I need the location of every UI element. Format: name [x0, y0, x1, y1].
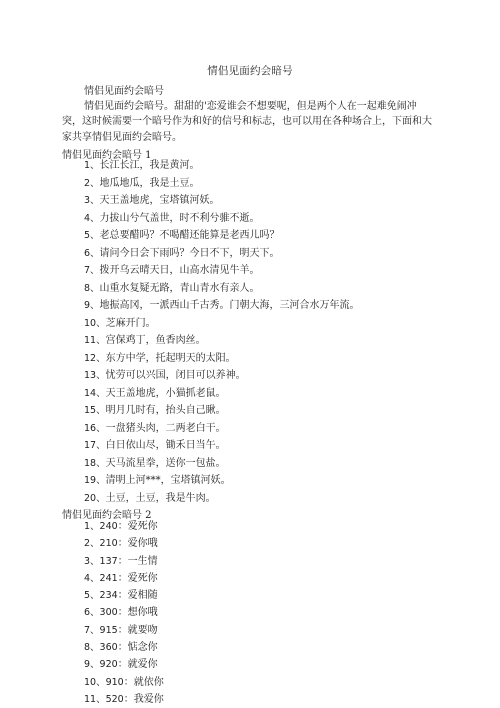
list-item [84, 570, 164, 587]
list-item-number: 16、 [84, 422, 106, 434]
list-item-text: ：爱死你 [117, 521, 158, 532]
list-item-number: 3、 [84, 555, 100, 567]
list-item-number: 11、 [84, 335, 106, 346]
list-item-text: 地振高冈，一派西山千古秀。门朝大海，三河合水万年流。 [99, 300, 360, 311]
list-item [84, 175, 360, 193]
list-item [84, 437, 360, 455]
list-item [84, 691, 164, 708]
list-item [84, 587, 164, 604]
list-item-text: 白日依山尽，锄禾日当午。 [105, 440, 226, 451]
list-item-number: 18、 [84, 457, 106, 469]
list-item [84, 210, 360, 228]
list-item [84, 622, 164, 639]
list-item [84, 656, 164, 673]
list-item-code: 520 [105, 693, 124, 705]
list-item-text: ：我爱你 [123, 693, 164, 705]
list-item-text: 地瓜地瓜，我是土豆。 [99, 177, 200, 189]
list-item [84, 350, 360, 368]
list-item [84, 315, 360, 333]
list-item-number: 2、 [84, 538, 100, 550]
section2-list [84, 518, 164, 708]
list-item [84, 332, 360, 350]
list-item-number: 11、 [84, 693, 106, 705]
list-item-text: ：就依你 [123, 676, 164, 688]
list-item-text: ：一生情 [117, 555, 158, 567]
list-item-number: 8、 [84, 642, 100, 654]
list-item-code: 240 [99, 521, 118, 532]
list-item-code: 915 [99, 624, 118, 636]
list-item [84, 472, 360, 490]
list-item-text: 拨开乌云晴天日，山高水清见牛羊。 [99, 265, 260, 276]
list-item-text: 芝麻开门。 [105, 317, 156, 329]
list-item-number: 13、 [84, 370, 106, 381]
list-item-code: 920 [99, 659, 118, 671]
list-item [84, 385, 360, 403]
list-item-number: 3、 [84, 195, 100, 206]
list-item [84, 535, 164, 552]
list-item-code: 910 [105, 676, 124, 688]
list-item-number: 6、 [84, 607, 100, 619]
list-item [84, 518, 164, 535]
list-item-text: 力拔山兮气盖世，时不利兮骓不逝。 [99, 212, 260, 224]
list-item-text: ：惦念你 [117, 642, 158, 654]
list-item-code: 137 [99, 555, 118, 567]
list-item-text: 土豆，土豆，我是牛肉。 [105, 492, 216, 504]
list-item-text: 东方中学，托起明天的太阳。 [105, 352, 236, 364]
list-item-text: 山重水复疑无路，青山青水有亲人。 [99, 282, 260, 294]
list-item-code: 241 [99, 572, 118, 584]
list-item [84, 157, 360, 175]
list-item [84, 227, 360, 245]
list-item-number: 10、 [84, 676, 106, 688]
list-item-text: ：爱你哦 [117, 538, 158, 550]
list-item-text: 宫保鸡丁，鱼香肉丝。 [105, 335, 206, 346]
list-item-number: 19、 [84, 475, 106, 486]
list-item-text: ：想你哦 [117, 607, 158, 619]
list-item-text: ：爱相随 [117, 590, 158, 602]
list-item-number: 9、 [84, 300, 100, 311]
list-item-number: 5、 [84, 230, 100, 241]
list-item [84, 420, 360, 438]
list-item-code: 210 [99, 538, 118, 550]
list-item [84, 490, 360, 508]
list-item [84, 639, 164, 656]
list-item-number: 9、 [84, 659, 100, 671]
intro-paragraph: 情侣见面约会暗号。甜甜的'恋爱谁会不想要呢，但是两个人在一起难免闹冲突，这时候需要一个暗号作为和好的信号和标志，也可以用在各种场合上，下面和大家共享情侣见面约会暗号。 [62, 101, 432, 143]
section1-heading: 情侣见面约会暗号 1 [62, 150, 152, 161]
list-item-number: 4、 [84, 572, 100, 584]
list-item-number: 17、 [84, 440, 106, 451]
intro-heading: 情侣见面约会暗号 [84, 86, 164, 97]
list-item-text: 一盘猪头肉，二两老白干。 [105, 422, 226, 434]
list-item-text: 清明上河***，宝塔镇河妖。 [105, 475, 231, 486]
list-item [84, 553, 164, 570]
list-item-text: 请问今日会下雨吗？今日不下，明天下。 [99, 247, 280, 259]
list-item-number: 6、 [84, 247, 100, 259]
list-item-code: 360 [99, 642, 118, 654]
list-item-number: 4、 [84, 212, 100, 224]
document-title: 情侣见面约会暗号 [207, 65, 293, 77]
list-item-text: ：爱死你 [117, 572, 158, 584]
list-item-code: 234 [99, 590, 118, 602]
list-item-text: 天马流星拳，送你一包盐。 [105, 457, 226, 469]
list-item-text: ：就要吻 [117, 624, 158, 636]
list-item-text: 天王盖地虎，宝塔镇河妖。 [99, 195, 220, 206]
list-item-number: 20、 [84, 492, 106, 504]
list-item [84, 367, 360, 385]
list-item-number: 1、 [84, 160, 100, 171]
list-item [84, 402, 360, 420]
list-item [84, 245, 360, 263]
section1-list [84, 157, 360, 507]
list-item [84, 455, 360, 473]
list-item-number: 7、 [84, 624, 100, 636]
list-item-number: 2、 [84, 177, 100, 189]
list-item-text: 老总要醋吗？不喝醋还能算是老西儿吗？ [99, 230, 280, 241]
list-item [84, 674, 164, 691]
section2-heading: 情侣见面约会暗号 2 [62, 510, 152, 521]
list-item-text: 天王盖地虎，小猫抓老鼠。 [105, 387, 226, 399]
list-item-number: 1、 [84, 521, 100, 532]
list-item-code: 300 [99, 607, 118, 619]
list-item [84, 604, 164, 621]
list-item-number: 14、 [84, 387, 106, 399]
list-item-number: 15、 [84, 405, 106, 416]
list-item [84, 297, 360, 315]
list-item-number: 7、 [84, 265, 100, 276]
list-item-number: 10、 [84, 317, 106, 329]
list-item-number: 12、 [84, 352, 106, 364]
list-item-text: ：就爱你 [117, 659, 158, 671]
list-item-number: 8、 [84, 282, 100, 294]
list-item-number: 5、 [84, 590, 100, 602]
list-item-text: 忧劳可以兴国，闭目可以养神。 [105, 370, 246, 381]
list-item-text: 长江长江，我是黄河。 [99, 160, 200, 171]
list-item-text: 明月几时有，抬头自己瞅。 [105, 405, 226, 416]
list-item [84, 192, 360, 210]
list-item [84, 262, 360, 280]
list-item [84, 280, 360, 298]
